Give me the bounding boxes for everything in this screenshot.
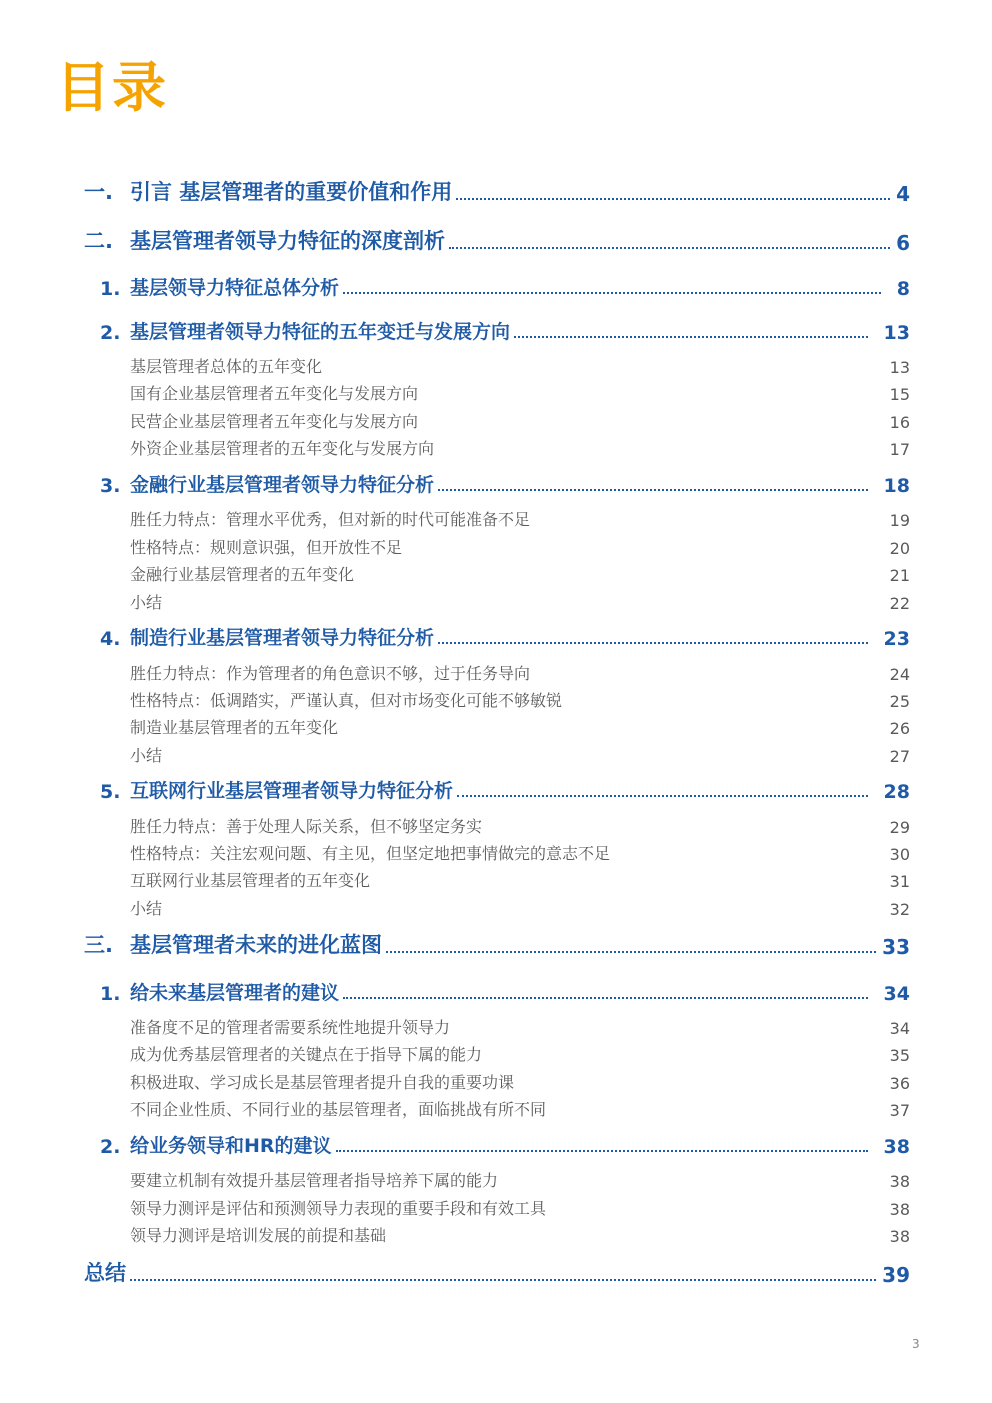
toc-subitem[interactable] — [130, 1098, 910, 1120]
toc-subitem-page: 27 — [889, 747, 910, 766]
toc-title: 互联网行业基层管理者领导力特征分析 — [130, 780, 454, 802]
leader-dots — [336, 1150, 868, 1152]
toc-page: 38 — [883, 1136, 910, 1158]
toc-section-3-1[interactable] — [100, 979, 910, 1005]
toc-page: 4 — [896, 182, 910, 206]
toc-section-3-2[interactable] — [100, 1132, 910, 1158]
toc-subitem-page: 38 — [889, 1227, 910, 1246]
toc-subitem[interactable] — [130, 355, 910, 377]
toc-subitem-page: 15 — [889, 385, 910, 404]
toc-subitem-title: 小结 — [130, 899, 163, 918]
toc-title: 基层管理者领导力特征的五年变迁与发展方向 — [130, 321, 511, 343]
toc-subitem[interactable] — [130, 897, 910, 919]
toc-subitem-page: 24 — [889, 665, 910, 684]
toc-subitem-title: 基层管理者总体的五年变化 — [130, 357, 323, 376]
toc-subitem[interactable] — [130, 869, 910, 891]
toc-subitem-page: 31 — [889, 872, 910, 891]
toc-subitem[interactable] — [130, 382, 910, 404]
toc-subitem-title: 金融行业基层管理者的五年变化 — [130, 565, 355, 584]
toc-subitem[interactable] — [130, 744, 910, 766]
toc-title: 引言 基层管理者的重要价值和作用 — [130, 180, 453, 204]
toc-subitem-title: 胜任力特点：作为管理者的角色意识不够，过于任务导向 — [130, 664, 531, 683]
toc-section-2-2[interactable] — [100, 318, 910, 344]
leader-dots — [438, 642, 868, 644]
toc-subitem-title: 外资企业基层管理者的五年变化与发展方向 — [130, 439, 435, 458]
leader-dots — [343, 292, 881, 294]
toc-subitem[interactable] — [130, 1043, 910, 1065]
toc-section-2-5[interactable] — [100, 777, 910, 803]
toc-subitem[interactable] — [130, 1016, 910, 1038]
toc-subitem-title: 互联网行业基层管理者的五年变化 — [130, 871, 371, 890]
toc-subitem-page: 30 — [889, 845, 910, 864]
toc-subitem[interactable] — [130, 842, 910, 864]
toc-subitem-page: 35 — [889, 1046, 910, 1065]
leader-dots — [386, 951, 876, 953]
toc-page: 6 — [896, 231, 910, 255]
toc-subitem-title: 国有企业基层管理者五年变化与发展方向 — [130, 384, 419, 403]
toc-section-1[interactable] — [84, 178, 910, 206]
toc-page: 39 — [882, 1263, 910, 1287]
toc-number: 2. — [100, 322, 121, 344]
toc-subitem-title: 性格特点：低调踏实，严谨认真，但对市场变化可能不够敏锐 — [130, 691, 563, 710]
toc-subitem[interactable] — [130, 536, 910, 558]
toc-page: 18 — [883, 475, 910, 497]
toc-subitem-page: 32 — [889, 900, 910, 919]
toc-number: 4. — [100, 628, 121, 650]
toc-summary[interactable] — [84, 1259, 910, 1287]
toc-subitem-page: 36 — [889, 1074, 910, 1093]
toc-section-3[interactable] — [84, 931, 910, 959]
toc-page: 8 — [896, 278, 910, 300]
toc-subitem[interactable] — [130, 410, 910, 432]
toc-page: 13 — [883, 322, 910, 344]
leader-dots — [449, 247, 890, 249]
toc-page: 33 — [882, 935, 910, 959]
toc-subitem[interactable] — [130, 437, 910, 459]
toc-subitem-page: 34 — [889, 1019, 910, 1038]
toc-subitem-title: 成为优秀基层管理者的关键点在于指导下属的能力 — [130, 1045, 483, 1064]
toc-subitem-page: 20 — [889, 539, 910, 558]
toc-number: 二. — [84, 229, 113, 253]
toc-number: 2. — [100, 1136, 121, 1158]
toc-title: 制造行业基层管理者领导力特征分析 — [130, 627, 435, 649]
toc-subitem[interactable] — [130, 1169, 910, 1191]
toc-subitem[interactable] — [130, 1197, 910, 1219]
toc-subitem-title: 领导力测评是评估和预测领导力表现的重要手段和有效工具 — [130, 1199, 547, 1218]
toc-number: 三. — [84, 933, 113, 957]
toc-subitem[interactable] — [130, 563, 910, 585]
page-title: 目录 — [56, 56, 168, 119]
toc-subitem[interactable] — [130, 1071, 910, 1093]
toc-section-2[interactable] — [84, 227, 910, 255]
toc-subitem-title: 性格特点：关注宏观问题、有主见，但坚定地把事情做完的意志不足 — [130, 844, 611, 863]
toc-section-2-4[interactable] — [100, 624, 910, 650]
toc-subitem[interactable] — [130, 662, 910, 684]
toc-subitem-page: 26 — [889, 719, 910, 738]
toc-subitem[interactable] — [130, 508, 910, 530]
toc-subitem[interactable] — [130, 716, 910, 738]
toc-subitem-page: 21 — [889, 566, 910, 585]
leader-dots — [456, 198, 890, 200]
toc-section-2-1[interactable] — [100, 274, 910, 300]
toc-subitem-title: 性格特点：规则意识强，但开放性不足 — [130, 538, 403, 557]
toc-subitem-page: 38 — [889, 1172, 910, 1191]
toc-subitem-page: 17 — [889, 440, 910, 459]
toc-subitem-page: 22 — [889, 594, 910, 613]
toc-subitem-page: 13 — [889, 358, 910, 377]
toc-subitem-title: 小结 — [130, 593, 163, 612]
toc-subitem-title: 胜任力特点：善于处理人际关系，但不够坚定务实 — [130, 817, 483, 836]
toc-number: 一. — [84, 180, 113, 204]
toc-subitem-page: 29 — [889, 818, 910, 837]
page-number: 3 — [912, 1337, 920, 1351]
toc-subitem-page: 38 — [889, 1200, 910, 1219]
toc-subitem-title: 小结 — [130, 746, 163, 765]
toc-title: 给未来基层管理者的建议 — [130, 982, 340, 1004]
toc-page: 34 — [883, 983, 910, 1005]
toc-subitem-page: 37 — [889, 1101, 910, 1120]
toc-subitem-title: 民营企业基层管理者五年变化与发展方向 — [130, 412, 419, 431]
toc-title: 基层管理者领导力特征的深度剖析 — [130, 229, 445, 253]
toc-number: 1. — [100, 278, 121, 300]
toc-title: 基层领导力特征总体分析 — [130, 277, 340, 299]
toc-subitem-page: 19 — [889, 511, 910, 530]
toc-number: 5. — [100, 781, 121, 803]
toc-title: 金融行业基层管理者领导力特征分析 — [130, 474, 435, 496]
toc-title: 总结 — [84, 1261, 126, 1285]
leader-dots — [514, 336, 868, 338]
toc-subitem-title: 制造业基层管理者的五年变化 — [130, 718, 339, 737]
toc-subitem-title: 要建立机制有效提升基层管理者指导培养下属的能力 — [130, 1171, 499, 1190]
toc-subitem-title: 积极进取、学习成长是基层管理者提升自我的重要功课 — [130, 1073, 515, 1092]
toc-subitem-title: 不同企业性质、不同行业的基层管理者，面临挑战有所不同 — [130, 1100, 547, 1119]
toc-section-2-3[interactable] — [100, 471, 910, 497]
toc-subitem-title: 领导力测评是培训发展的前提和基础 — [130, 1226, 387, 1245]
leader-dots — [130, 1279, 876, 1281]
leader-dots — [438, 489, 868, 491]
toc-subitem[interactable] — [130, 689, 910, 711]
toc-subitem-page: 16 — [889, 413, 910, 432]
toc-title: 基层管理者未来的进化蓝图 — [130, 933, 382, 957]
toc-subitem[interactable] — [130, 591, 910, 613]
toc-page: 23 — [883, 628, 910, 650]
toc-number: 3. — [100, 475, 121, 497]
toc-subitem-title: 准备度不足的管理者需要系统性地提升领导力 — [130, 1018, 451, 1037]
toc-subitem[interactable] — [130, 815, 910, 837]
toc-page: 28 — [883, 781, 910, 803]
toc-subitem[interactable] — [130, 1224, 910, 1246]
leader-dots — [343, 997, 868, 999]
toc-subitem-page: 25 — [889, 692, 910, 711]
leader-dots — [457, 795, 868, 797]
toc-number: 1. — [100, 983, 121, 1005]
toc-title: 给业务领导和HR的建议 — [130, 1135, 332, 1157]
toc-subitem-title: 胜任力特点：管理水平优秀，但对新的时代可能准备不足 — [130, 510, 531, 529]
